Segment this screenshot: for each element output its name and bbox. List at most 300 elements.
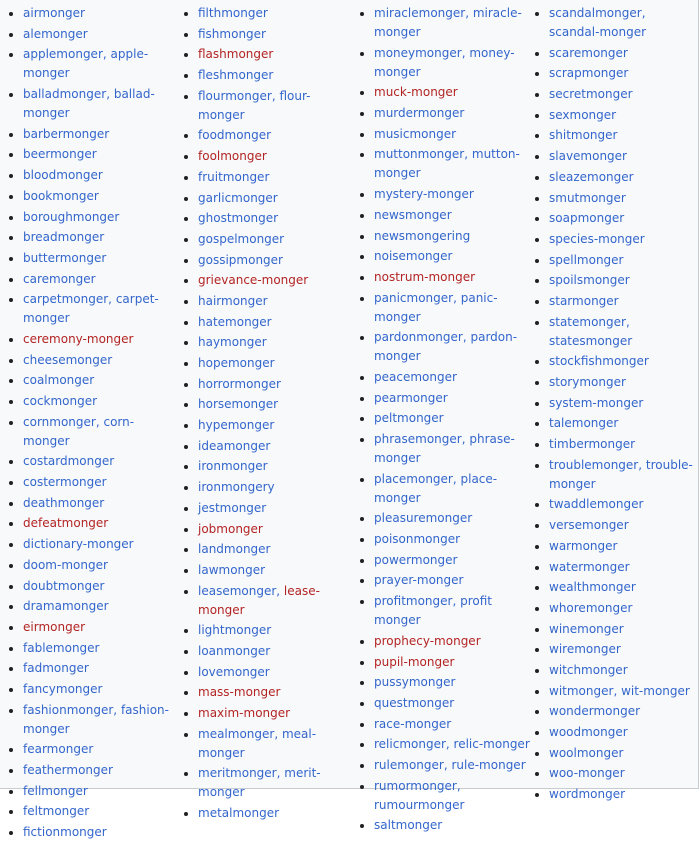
term-link[interactable]: mutton-monger — [374, 147, 520, 181]
term-list-item — [176, 804, 354, 823]
term-list-item — [527, 682, 699, 701]
term-link[interactable]: fadmonger — [23, 661, 89, 676]
term-list-item — [1, 535, 179, 554]
term-list-item — [352, 777, 530, 815]
term-link[interactable]: muttonmonger — [374, 147, 465, 162]
term-link[interactable]: beermonger — [23, 147, 97, 162]
term-link[interactable]: scandal-monger — [549, 25, 647, 39]
term-list-item — [527, 373, 699, 392]
term-list-item — [176, 704, 354, 723]
term-link[interactable]: profitmonger — [374, 594, 453, 609]
term-link[interactable]: money-monger — [374, 45, 515, 79]
term-link[interactable]: panicmonger — [374, 290, 454, 305]
term-list-item — [176, 271, 354, 290]
term-list-item — [527, 106, 699, 125]
term-link[interactable]: watermonger — [549, 559, 630, 574]
term-list-item — [176, 683, 354, 702]
term-list-item — [1, 473, 179, 492]
term-list-item — [352, 328, 530, 366]
term-link-missing[interactable]: defeatmonger — [23, 516, 109, 531]
term-link[interactable]: woolmonger — [549, 745, 624, 760]
term-link[interactable]: pussymonger — [374, 675, 456, 690]
term-separator: , — [276, 766, 285, 781]
term-list-item — [527, 661, 699, 680]
term-list-item — [352, 83, 530, 102]
term-list-item — [1, 618, 179, 637]
term-list-item — [1, 125, 179, 144]
term-list-item — [1, 639, 179, 658]
term-list-item — [527, 230, 699, 249]
term-list-item — [1, 680, 179, 699]
term-list-item — [527, 456, 699, 494]
term-list-item — [176, 251, 354, 270]
term-link[interactable]: place-monger — [374, 471, 498, 505]
term-list-item — [176, 395, 354, 414]
term-link[interactable]: landmonger — [198, 542, 271, 557]
term-link[interactable]: pearmonger — [374, 390, 448, 405]
term-link[interactable]: buttermonger — [23, 250, 107, 265]
term-link[interactable]: costermonger — [23, 475, 107, 490]
term-link[interactable]: jestmonger — [198, 500, 267, 515]
term-link[interactable]: metalmonger — [198, 806, 280, 821]
term-link-missing[interactable]: eirmonger — [23, 619, 86, 634]
term-link[interactable]: spellmonger — [549, 252, 624, 267]
term-link[interactable]: airmonger — [23, 6, 85, 20]
term-link[interactable]: fictionmonger — [23, 825, 107, 840]
term-link-missing[interactable]: maxim-monger — [198, 706, 291, 720]
term-link-missing[interactable]: foolmonger — [198, 149, 267, 164]
term-link[interactable]: meritmonger — [198, 766, 277, 781]
term-link[interactable]: ideamonger — [198, 438, 271, 453]
term-list-item — [527, 620, 699, 639]
term-list-item — [1, 761, 179, 780]
term-separator: , — [271, 88, 280, 103]
term-link[interactable]: ballad-monger — [23, 87, 155, 121]
term-link[interactable]: phrasemonger — [374, 432, 462, 446]
term-link[interactable]: newsmonger — [374, 207, 452, 222]
term-list-item — [352, 4, 530, 42]
term-list-item — [176, 189, 354, 208]
term-list-item — [176, 354, 354, 373]
term-list-item — [527, 578, 699, 597]
term-list-item — [352, 430, 530, 468]
term-link[interactable]: horrormonger — [198, 376, 281, 391]
term-link[interactable]: boroughmonger — [23, 209, 120, 224]
term-list-item — [527, 44, 699, 63]
term-link-missing[interactable]: pupil-monger — [374, 654, 455, 669]
term-link[interactable]: cheesemonger — [23, 352, 113, 367]
term-link-missing[interactable]: jobmonger — [198, 521, 263, 536]
term-link[interactable]: stockfishmonger — [549, 354, 649, 369]
term-list-item — [527, 313, 699, 351]
term-list-item — [176, 725, 354, 763]
term-link[interactable]: wordmonger — [549, 787, 626, 802]
term-link[interactable]: questmonger — [374, 695, 455, 710]
term-list-item — [176, 764, 354, 802]
term-link[interactable]: wondermonger — [549, 704, 641, 719]
term-link[interactable]: wiremonger — [549, 642, 621, 657]
term-list-item — [527, 764, 699, 783]
term-link[interactable]: wealthmonger — [549, 580, 636, 595]
term-link[interactable]: rule-monger — [451, 757, 526, 772]
term-list-item — [352, 694, 530, 713]
term-list-item — [527, 209, 699, 228]
term-separator: , — [453, 290, 461, 305]
term-link[interactable]: statemonger — [549, 314, 626, 329]
term-link[interactable]: feltmonger — [23, 804, 90, 819]
term-link[interactable]: warmonger — [549, 538, 618, 553]
term-link[interactable]: horsemonger — [198, 397, 279, 412]
term-link[interactable]: slavemonger — [549, 149, 627, 164]
term-link[interactable]: mystery-monger — [374, 187, 474, 202]
term-separator: , — [641, 6, 646, 20]
term-link[interactable]: hairmonger — [198, 293, 268, 308]
term-link[interactable]: witmonger — [549, 683, 614, 698]
term-link[interactable]: gospelmonger — [198, 231, 285, 246]
term-list-item — [352, 185, 530, 204]
term-link[interactable]: hopemonger — [198, 356, 275, 370]
term-list-item — [1, 659, 179, 678]
term-list-item — [352, 551, 530, 570]
term-link[interactable]: barbermonger — [23, 126, 110, 141]
term-link[interactable]: apple-monger — [23, 47, 149, 81]
term-link[interactable]: fashion-monger — [23, 702, 169, 736]
term-link[interactable]: smutmonger — [549, 190, 626, 205]
term-link[interactable]: dictionary-monger — [23, 537, 134, 552]
term-link[interactable]: secretmonger — [549, 87, 633, 102]
term-column-1 — [1, 4, 179, 844]
term-link[interactable]: fellmonger — [23, 783, 88, 798]
term-link[interactable]: doom-monger — [23, 557, 108, 572]
term-link[interactable]: applemonger — [23, 47, 103, 62]
term-list-item — [1, 4, 179, 23]
term-link[interactable]: bookmonger — [23, 188, 99, 203]
term-link[interactable]: fablemonger — [23, 640, 100, 655]
term-link[interactable]: starmonger — [549, 293, 619, 308]
term-list-item — [527, 147, 699, 166]
term-list-item — [527, 292, 699, 311]
term-link-missing[interactable]: ceremony-monger — [23, 331, 134, 346]
term-list-item — [1, 577, 179, 596]
term-link[interactable]: rulemonger — [374, 757, 444, 772]
term-list-item — [352, 125, 530, 144]
term-list-item — [1, 701, 179, 739]
term-link-missing[interactable]: nostrum-monger — [374, 269, 476, 284]
term-list-item — [1, 494, 179, 513]
term-link[interactable]: winemonger — [549, 621, 624, 636]
term-list-item — [352, 145, 530, 183]
term-link[interactable]: ghostmonger — [198, 211, 279, 226]
term-link[interactable]: phrase-monger — [374, 432, 515, 465]
term-link[interactable]: mealmonger — [198, 726, 275, 741]
term-link[interactable]: trouble-monger — [549, 457, 693, 491]
term-link[interactable]: meal-monger — [198, 726, 317, 760]
term-list-item — [176, 313, 354, 332]
term-link-missing[interactable]: lease-monger — [198, 583, 320, 617]
term-link[interactable]: profit monger — [374, 594, 493, 628]
term-link[interactable]: scandalmonger — [549, 6, 642, 20]
term-link[interactable]: woodmonger — [549, 725, 628, 739]
term-link[interactable]: rumormonger — [374, 778, 457, 793]
term-link[interactable]: doubtmonger — [23, 578, 105, 593]
term-link[interactable]: fishmonger — [198, 26, 266, 41]
term-list-item — [176, 168, 354, 187]
term-link[interactable]: relic-monger — [453, 737, 530, 752]
term-list-item — [1, 270, 179, 289]
term-list-item — [1, 249, 179, 268]
term-link[interactable]: whoremonger — [549, 600, 633, 615]
term-list-item — [1, 597, 179, 616]
term-link[interactable]: peltmonger — [374, 411, 444, 426]
term-list-item — [527, 599, 699, 618]
term-link[interactable]: fearmonger — [23, 742, 94, 757]
term-link[interactable]: costardmonger — [23, 454, 115, 469]
term-list-item — [352, 715, 530, 734]
term-list-item — [1, 290, 179, 328]
term-list-item — [527, 4, 699, 42]
term-link[interactable]: deathmonger — [23, 495, 105, 510]
term-link[interactable]: statesmonger — [549, 333, 633, 348]
term-list-item — [352, 530, 530, 549]
term-list-item — [527, 64, 699, 83]
term-link[interactable]: merit-monger — [198, 766, 321, 800]
term-list-item — [1, 514, 179, 533]
term-link[interactable]: garlicmonger — [198, 190, 278, 205]
term-list-item — [352, 735, 530, 754]
term-separator: , — [461, 432, 470, 446]
term-link[interactable]: shitmonger — [549, 128, 618, 143]
term-list-item — [176, 520, 354, 539]
term-list-item — [176, 209, 354, 228]
term-link[interactable]: scaremonger — [549, 45, 628, 60]
term-list-item — [527, 189, 699, 208]
term-list-item — [176, 333, 354, 352]
term-list-item — [527, 435, 699, 454]
term-list-item — [1, 45, 179, 83]
term-link[interactable]: flour-monger — [198, 88, 311, 122]
term-link[interactable]: corn-monger — [23, 414, 135, 448]
term-list-item — [1, 330, 179, 349]
term-link[interactable]: gossipmonger — [198, 252, 283, 267]
term-list-item — [176, 499, 354, 518]
term-link[interactable]: fruitmonger — [198, 169, 270, 184]
term-link[interactable]: pleasuremonger — [374, 511, 473, 526]
term-link[interactable]: sleazemonger — [549, 169, 634, 184]
term-link[interactable]: hypemonger — [198, 418, 275, 433]
term-list-item — [176, 621, 354, 640]
term-link[interactable]: miraclemonger — [374, 6, 466, 20]
term-link[interactable]: carpet-monger — [23, 292, 159, 326]
term-link[interactable]: haymonger — [198, 335, 267, 350]
term-list-item — [352, 227, 530, 246]
term-link[interactable]: twaddlemonger — [549, 497, 644, 512]
term-separator: , — [465, 6, 473, 20]
term-link[interactable]: powermonger — [374, 552, 458, 567]
term-link[interactable]: spoilsmonger — [549, 273, 630, 288]
term-link[interactable]: ironmongery — [198, 480, 275, 495]
term-list-item — [176, 66, 354, 85]
term-link[interactable]: balladmonger — [23, 87, 107, 102]
term-link[interactable]: saltmonger — [374, 818, 443, 833]
term-link[interactable]: sexmonger — [549, 107, 617, 122]
term-link[interactable]: cornmonger — [23, 414, 96, 429]
term-separator: , — [638, 457, 646, 472]
term-link[interactable]: rumourmonger — [374, 797, 465, 812]
term-column-3 — [352, 4, 530, 837]
term-list-item — [352, 104, 530, 123]
term-link[interactable]: leasemonger — [198, 583, 277, 598]
term-link[interactable]: timbermonger — [549, 437, 636, 452]
term-link[interactable]: feathermonger — [23, 763, 113, 777]
term-list-item — [352, 509, 530, 528]
term-link[interactable]: bloodmonger — [23, 168, 103, 183]
term-link[interactable]: race-monger — [374, 716, 452, 731]
term-link[interactable]: flourmonger — [198, 88, 272, 103]
term-list-item — [1, 556, 179, 575]
term-link[interactable]: caremonger — [23, 271, 96, 286]
term-list-item — [527, 168, 699, 187]
term-link[interactable]: pardon-monger — [374, 330, 518, 364]
term-link-missing[interactable]: flashmonger — [198, 47, 274, 62]
term-separator: , — [95, 414, 104, 429]
term-list-item — [176, 416, 354, 435]
term-list-item — [352, 247, 530, 266]
term-link[interactable]: dramamonger — [23, 599, 109, 614]
term-list-item — [352, 289, 530, 327]
term-link[interactable]: miracle-monger — [374, 6, 522, 39]
term-link[interactable]: storymonger — [549, 375, 626, 389]
term-link[interactable]: musicmonger — [374, 126, 457, 141]
term-list-item — [527, 723, 699, 742]
term-link[interactable]: placemonger — [374, 471, 453, 486]
term-link[interactable]: lightmonger — [198, 623, 272, 638]
term-link-missing[interactable]: grievance-monger — [198, 273, 309, 288]
term-link[interactable]: woo-monger — [549, 766, 625, 781]
term-list-item — [176, 642, 354, 661]
term-link[interactable]: lawmonger — [198, 562, 266, 577]
term-link[interactable]: versemonger — [549, 518, 629, 533]
term-link[interactable]: fashionmonger — [23, 702, 114, 717]
term-list-item — [176, 663, 354, 682]
term-link-missing[interactable]: muck-monger — [374, 85, 458, 100]
term-list-item — [352, 571, 530, 590]
term-list-item — [352, 389, 530, 408]
term-link[interactable]: cockmonger — [23, 394, 98, 408]
term-link[interactable]: alemonger — [23, 26, 88, 41]
term-link[interactable]: panic-monger — [374, 290, 498, 324]
term-list-item — [352, 632, 530, 651]
term-list-item — [1, 351, 179, 370]
term-separator: , — [452, 594, 461, 609]
term-list-item — [176, 4, 354, 23]
term-list-item — [527, 352, 699, 371]
term-list-item — [1, 208, 179, 227]
term-list-item — [176, 230, 354, 249]
term-list-item — [176, 457, 354, 476]
term-list-item — [1, 413, 179, 451]
term-link[interactable]: carpetmonger — [23, 292, 109, 307]
term-link[interactable]: wit-monger — [621, 683, 690, 698]
term-separator: , — [445, 737, 454, 752]
term-list-item — [1, 740, 179, 759]
term-link[interactable]: lovemonger — [198, 664, 270, 679]
term-list-item — [176, 25, 354, 44]
term-separator: , — [452, 471, 461, 486]
term-link[interactable]: fleshmonger — [198, 68, 274, 83]
term-link[interactable]: moneymonger — [374, 45, 462, 60]
term-separator: , — [613, 683, 622, 698]
term-link[interactable]: fancymonger — [23, 681, 103, 696]
term-list-item — [176, 45, 354, 64]
term-list-item — [1, 802, 179, 821]
term-link[interactable]: talemonger — [549, 416, 619, 431]
term-list-item — [176, 561, 354, 580]
term-link[interactable]: species-monger — [549, 231, 645, 246]
term-link[interactable]: system-monger — [549, 395, 644, 410]
term-link[interactable]: relicmonger — [374, 737, 446, 752]
term-link[interactable]: peacemonger — [374, 369, 457, 384]
term-separator: , — [108, 292, 116, 307]
term-list-item — [352, 756, 530, 775]
term-link[interactable]: noisemonger — [374, 249, 453, 264]
term-link[interactable]: troublemonger — [549, 457, 639, 472]
term-list-item — [1, 392, 179, 411]
term-list-item — [1, 371, 179, 390]
term-separator: , — [462, 330, 471, 345]
term-list-item — [527, 85, 699, 104]
term-link[interactable]: coalmonger — [23, 373, 95, 388]
term-link[interactable]: prayer-monger — [374, 573, 464, 588]
term-list-item — [176, 147, 354, 166]
term-list-item — [352, 816, 530, 835]
term-list-item — [1, 25, 179, 44]
term-list-item — [176, 540, 354, 559]
term-link[interactable]: breadmonger — [23, 230, 105, 245]
term-list-item — [352, 206, 530, 225]
term-link[interactable]: witchmonger — [549, 662, 628, 677]
term-link[interactable]: foodmonger — [198, 128, 272, 143]
term-link[interactable]: loanmonger — [198, 643, 271, 658]
term-list-item — [1, 228, 179, 247]
term-link-missing[interactable]: prophecy-monger — [374, 633, 481, 648]
term-link[interactable]: newsmongering — [374, 228, 471, 243]
term-link[interactable]: scrapmonger — [549, 66, 629, 81]
term-link[interactable]: hatemonger — [198, 314, 272, 329]
term-list-item — [1, 452, 179, 471]
term-list-item — [1, 166, 179, 185]
term-list-item — [527, 702, 699, 721]
term-list-item — [176, 126, 354, 145]
term-link[interactable]: murdermonger — [374, 106, 465, 121]
term-link[interactable]: filthmonger — [198, 6, 268, 20]
term-list-item — [527, 516, 699, 535]
term-list-item — [176, 582, 354, 620]
term-list-item — [352, 673, 530, 692]
term-list-item — [176, 478, 354, 497]
term-list-item — [527, 394, 699, 413]
term-list-item — [176, 292, 354, 311]
term-link[interactable]: pardonmonger — [374, 330, 463, 345]
term-separator: , — [274, 726, 282, 741]
term-link-missing[interactable]: mass-monger — [198, 685, 281, 700]
term-list-item — [1, 187, 179, 206]
term-list-item — [352, 592, 530, 630]
term-link[interactable]: ironmonger — [198, 459, 268, 474]
term-list-item — [527, 251, 699, 270]
term-link[interactable]: poisonmonger — [374, 532, 461, 547]
term-list-item — [527, 537, 699, 556]
term-link[interactable]: soapmonger — [549, 211, 625, 226]
